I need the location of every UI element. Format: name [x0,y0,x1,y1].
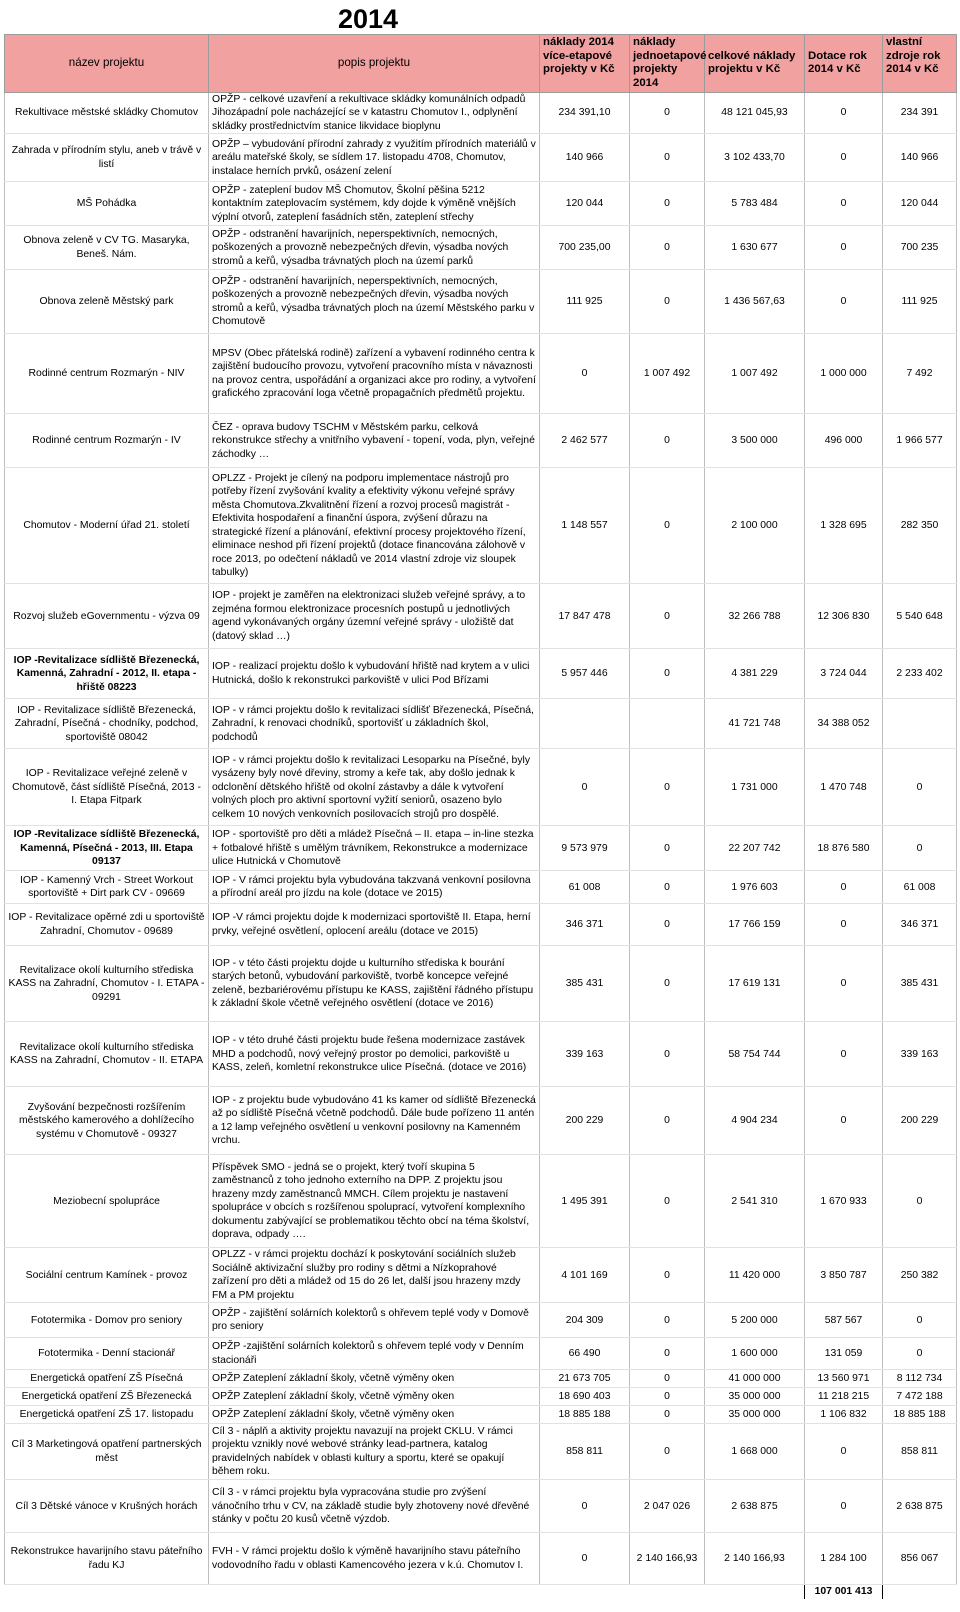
subsidy-cell: 587 567 [805,1303,883,1338]
multi-cost-cell: 61 008 [540,871,630,904]
own-funds-cell: 120 044 [883,182,957,226]
project-desc-cell: ČEZ - oprava budovy TSCHM v Městském parku, celková rekonstrukce střechy a vnitřního vybavení - topení, voda, plyn, veřejné záchodky … [209,414,540,468]
subsidy-cell: 0 [805,1424,883,1480]
project-name-cell: IOP -Revitalizace sídliště Březenecká, Kamenná, Písečná - 2013, III. Etapa 09137 [5,826,209,871]
table-row [5,871,957,904]
subsidy-cell: 496 000 [805,414,883,468]
project-name-cell: Chomutov - Moderní úřad 21. století [5,468,209,584]
total-cost-cell: 3 102 433,70 [705,134,805,182]
project-desc-cell: FVH - V rámci projektu došlo k výměně havarijního stavu páteřního vodovodního řadu v oblasti Kamencového jezera v k.ú. Chomutov I. [209,1533,540,1585]
table-row [5,904,957,946]
project-desc-cell: OPŽP Zateplení základní školy, včetně výměny oken [209,1388,540,1406]
empty-cell [883,1585,957,1599]
single-cost-cell: 0 [630,649,705,699]
table-row [5,226,957,270]
total-cost-cell: 58 754 744 [705,1022,805,1087]
col-header-single: náklady jednoetapové projekty 2014 [630,35,705,93]
project-desc-cell: IOP - projekt je zaměřen na elektronizaci služeb veřejné správy, a to zejména formou elektronizace procesních postupů u jednotlivých agend vykonávaných orgány územní veřejné správy - uložiště dat (datový sklad …) [209,584,540,649]
total-cost-cell: 1 731 000 [705,749,805,826]
own-funds-cell: 61 008 [883,871,957,904]
col-header-total: celkové náklady projektu v Kč [705,35,805,93]
single-cost-cell: 0 [630,871,705,904]
multi-cost-cell: 339 163 [540,1022,630,1087]
empty-cell [5,1585,209,1599]
single-cost-cell: 2 047 026 [630,1480,705,1533]
own-funds-cell: 0 [883,749,957,826]
total-row [5,1585,957,1599]
empty-cell [540,1585,630,1599]
project-name-cell: Revitalizace okolí kulturního střediska KASS na Zahradní, Chomutov - II. ETAPA [5,1022,209,1087]
total-cost-cell: 32 266 788 [705,584,805,649]
empty-cell [705,1585,805,1599]
table-row [5,1248,957,1303]
single-cost-cell: 0 [630,92,705,134]
multi-cost-cell: 2 462 577 [540,414,630,468]
empty-cell [630,1585,705,1599]
total-cost-cell: 1 976 603 [705,871,805,904]
subsidy-cell: 0 [805,1022,883,1087]
subsidy-cell: 0 [805,871,883,904]
multi-cost-cell: 0 [540,749,630,826]
project-desc-cell: OPŽP - zajištění solárních kolektorů s ohřevem teplé vody v Domově pro seniory [209,1303,540,1338]
table-row [5,468,957,584]
own-funds-cell: 282 350 [883,468,957,584]
own-funds-cell: 8 112 734 [883,1370,957,1388]
single-cost-cell: 0 [630,1424,705,1480]
single-cost-cell: 0 [630,182,705,226]
total-cost-cell: 35 000 000 [705,1388,805,1406]
subsidy-cell: 131 059 [805,1338,883,1370]
col-header-subsidy: Dotace rok 2014 v Kč [805,35,883,93]
total-cost-cell: 1 668 000 [705,1424,805,1480]
multi-cost-cell: 204 309 [540,1303,630,1338]
single-cost-cell: 0 [630,1022,705,1087]
project-desc-cell: IOP - sportoviště pro děti a mládež Písečná – II. etapa – in-line stezka + fotbalové hřiště s umělým trávníkem, Rekonstrukce a modernizace ulice Hutnická v Chomutově [209,826,540,871]
single-cost-cell: 0 [630,946,705,1022]
project-name-cell: Meziobecní spolupráce [5,1155,209,1248]
single-cost-cell [630,699,705,749]
project-name-cell: Fototermika - Domov pro seniory [5,1303,209,1338]
subsidy-cell: 1 000 000 [805,334,883,414]
own-funds-cell: 0 [883,1303,957,1338]
subsidy-cell: 0 [805,1087,883,1155]
total-cost-cell: 2 541 310 [705,1155,805,1248]
multi-cost-cell: 1 148 557 [540,468,630,584]
table-row [5,946,957,1022]
single-cost-cell: 0 [630,468,705,584]
single-cost-cell: 0 [630,270,705,334]
grand-total: 107 001 413 [805,1585,883,1599]
table-row [5,1303,957,1338]
own-funds-cell: 111 925 [883,270,957,334]
multi-cost-cell: 9 573 979 [540,826,630,871]
total-cost-cell: 1 630 677 [705,226,805,270]
subsidy-cell: 34 388 052 [805,699,883,749]
project-name-cell: Rekultivace městské skládky Chomutov [5,92,209,134]
single-cost-cell: 0 [630,1370,705,1388]
subsidy-cell: 1 470 748 [805,749,883,826]
own-funds-cell: 858 811 [883,1424,957,1480]
table-row [5,182,957,226]
total-cost-cell: 1 436 567,63 [705,270,805,334]
multi-cost-cell: 0 [540,1480,630,1533]
project-name-cell: Cíl 3 Dětské vánoce v Krušných horách [5,1480,209,1533]
subsidy-cell: 0 [805,92,883,134]
single-cost-cell: 0 [630,226,705,270]
project-desc-cell: IOP - v rámci projektu došlo k revitalizaci Lesoparku na Písečné, byly vysázeny byly nové dřeviny, stromy a keře tak, aby došlo jednak k odclonění dětského hřiště od okolní zástavby a dále k vytvoření volných ploch pro aktivní sportovní vyžití seniorů, osazeno bylo celkem 10 nových venkovních posilovacích strojů pro dospělé. [209,749,540,826]
table-row [5,1388,957,1406]
multi-cost-cell: 200 229 [540,1087,630,1155]
project-name-cell: MŠ Pohádka [5,182,209,226]
multi-cost-cell: 140 966 [540,134,630,182]
subsidy-cell: 0 [805,182,883,226]
project-name-cell: IOP -Revitalizace sídliště Březenecká, Kamenná, Zahradní - 2012, II. etapa - hřiště 08223 [5,649,209,699]
total-cost-cell: 22 207 742 [705,826,805,871]
col-header-name: název projektu [5,35,209,93]
multi-cost-cell: 0 [540,1533,630,1585]
single-cost-cell: 1 007 492 [630,334,705,414]
own-funds-cell: 2 638 875 [883,1480,957,1533]
subsidy-cell: 11 218 215 [805,1388,883,1406]
table-row [5,1338,957,1370]
total-cost-cell: 1 600 000 [705,1338,805,1370]
own-funds-cell: 385 431 [883,946,957,1022]
project-desc-cell: OPŽP - odstranění havarijních, neperspektivních, nemocných, poškozených a provozně nebezpečných dřevin, výsadba nových stromů a keřů, výsadba trávnatých ploch na území Městského parku v Chomutově [209,270,540,334]
multi-cost-cell: 21 673 705 [540,1370,630,1388]
table-row [5,1406,957,1424]
project-name-cell: IOP - Revitalizace sídliště Březenecká, Zahradní, Písečná - chodníky, podchod, sportoviště 08042 [5,699,209,749]
subsidy-cell: 0 [805,904,883,946]
subsidy-cell: 1 328 695 [805,468,883,584]
table-row [5,334,957,414]
table-row [5,1424,957,1480]
project-name-cell: Fototermika - Denní stacionář [5,1338,209,1370]
single-cost-cell: 0 [630,1406,705,1424]
own-funds-cell: 140 966 [883,134,957,182]
own-funds-cell: 1 966 577 [883,414,957,468]
header-row [5,35,957,93]
single-cost-cell: 0 [630,1087,705,1155]
subsidy-cell: 0 [805,946,883,1022]
single-cost-cell: 0 [630,749,705,826]
project-desc-cell: IOP - V rámci projektu byla vybudována takzvaná venkovní posilovna a přírodní areál pro jízdu na kole (dotace ve 2015) [209,871,540,904]
total-cost-cell: 4 381 229 [705,649,805,699]
total-cost-cell: 1 007 492 [705,334,805,414]
subsidy-cell: 0 [805,134,883,182]
subsidy-cell: 1 284 100 [805,1533,883,1585]
subsidy-cell: 1 106 832 [805,1406,883,1424]
total-cost-cell: 35 000 000 [705,1406,805,1424]
multi-cost-cell: 66 490 [540,1338,630,1370]
subsidy-cell: 1 670 933 [805,1155,883,1248]
table-row [5,1087,957,1155]
project-desc-cell: IOP - v této části projektu dojde u kulturního střediska k bourání starých betonů, vybudování parkoviště, tvorbě koncepce veřejné zeleně, bezbariérovému přístupu ke KASS, zajištění řádného přístupu k základní škole včetně veřejného osvětlení (dotace ve 2016) [209,946,540,1022]
single-cost-cell: 0 [630,134,705,182]
col-header-multi: náklady 2014 více-etapové projekty v Kč [540,35,630,93]
project-desc-cell: OPŽP Zateplení základní školy, včetně výměny oken [209,1406,540,1424]
single-cost-cell: 0 [630,1388,705,1406]
multi-cost-cell [540,699,630,749]
total-cost-cell: 2 100 000 [705,468,805,584]
project-name-cell: IOP - Kamenný Vrch - Street Workout sportoviště + Dirt park CV - 09669 [5,871,209,904]
project-name-cell: Rodinné centrum Rozmarýn - NIV [5,334,209,414]
own-funds-cell: 700 235 [883,226,957,270]
own-funds-cell: 0 [883,1338,957,1370]
table-row [5,1370,957,1388]
project-name-cell: Sociální centrum Kamínek - provoz [5,1248,209,1303]
single-cost-cell: 0 [630,1303,705,1338]
project-desc-cell: IOP -V rámci projektu dojde k modernizaci sportoviště II. Etapa, herní prvky, veřejné osvětlení, oplocení areálu (dotace ve 2015) [209,904,540,946]
table-row [5,1533,957,1585]
table-row [5,414,957,468]
project-desc-cell: IOP - realizací projektu došlo k vybudování hřiště nad krytem a v ulici Hutnická, došlo k rekonstrukci parkoviště v ulici Pod Břízami [209,649,540,699]
table-row [5,649,957,699]
single-cost-cell: 0 [630,1155,705,1248]
multi-cost-cell: 4 101 169 [540,1248,630,1303]
own-funds-cell: 339 163 [883,1022,957,1087]
subsidy-cell: 13 560 971 [805,1370,883,1388]
subsidy-cell: 0 [805,226,883,270]
single-cost-cell: 0 [630,584,705,649]
project-name-cell: Revitalizace okolí kulturního střediska KASS na Zahradní, Chomutov - I. ETAPA - 09291 [5,946,209,1022]
own-funds-cell: 856 067 [883,1533,957,1585]
projects-table [4,34,957,1599]
total-cost-cell: 17 619 131 [705,946,805,1022]
multi-cost-cell: 120 044 [540,182,630,226]
own-funds-cell: 250 382 [883,1248,957,1303]
own-funds-cell: 200 229 [883,1087,957,1155]
total-cost-cell: 3 500 000 [705,414,805,468]
multi-cost-cell: 385 431 [540,946,630,1022]
project-desc-cell: IOP - v této druhé části projektu bude řešena modernizace zastávek MHD a podchodů, nový veřejný prostor po demolici, parkoviště u KASS, zeleň, komletní rekonstrukce ulice Písečná. (dotace ve 2016) [209,1022,540,1087]
total-cost-cell: 11 420 000 [705,1248,805,1303]
table-row [5,1022,957,1087]
project-desc-cell: IOP - z projektu bude vybudováno 41 ks kamer od sídliště Březenecká až po sídliště Písečná včetně podchodů. Dále bude pořízeno 11 antén a 12 lamp veřejného osvětlení u venkovní posilovny na Kamenném vrchu. [209,1087,540,1155]
multi-cost-cell: 5 957 446 [540,649,630,699]
project-desc-cell: Cíl 3 - v rámci projektu byla vypracována studie pro zvýšení vánočního trhu v CV, na základě studie byly zhotoveny nové dřevěné stánky v počtu 20 kusů včetně výzdob. [209,1480,540,1533]
project-name-cell: Obnova zeleně v CV TG. Masaryka, Beneš. Nám. [5,226,209,270]
own-funds-cell: 7 492 [883,334,957,414]
col-header-own: vlastní zdroje rok 2014 v Kč [883,35,957,93]
project-desc-cell: IOP - v rámci projektu došlo k revitalizaci sídlišť Březenecká, Písečná, Zahradní, k renovaci chodníků, sportovišť u základních škol, podchodů [209,699,540,749]
table-row [5,699,957,749]
subsidy-cell: 0 [805,1480,883,1533]
multi-cost-cell: 18 885 188 [540,1406,630,1424]
single-cost-cell: 0 [630,1248,705,1303]
project-name-cell: Rodinné centrum Rozmarýn - IV [5,414,209,468]
single-cost-cell: 0 [630,826,705,871]
project-name-cell: Energetická opatření ZŠ Březenecká [5,1388,209,1406]
table-row [5,134,957,182]
total-cost-cell: 2 140 166,93 [705,1533,805,1585]
total-cost-cell: 41 000 000 [705,1370,805,1388]
multi-cost-cell: 0 [540,334,630,414]
project-name-cell: IOP - Revitalizace opěrné zdi u sportoviště Zahradní, Chomutov - 09689 [5,904,209,946]
total-cost-cell: 48 121 045,93 [705,92,805,134]
own-funds-cell: 0 [883,1155,957,1248]
project-desc-cell: OPŽP – vybudování přírodní zahrady z využitím přírodních materiálů v areálu mateřské školy, se sídlem 17. listopadu 4708, Chomutov, instalace herních prvků, osázení zelení [209,134,540,182]
multi-cost-cell: 111 925 [540,270,630,334]
project-desc-cell: MPSV (Obec přátelská rodině) zařízení a vybavení rodinného centra k zajištění budoucího provozu, vytvoření pracovního místa v návaznosti na provoz centra, uspořádání a organizaci akce pro rodiny, a vytvoření grafického zpracování loga včetně propagačních předmětů projektu. [209,334,540,414]
own-funds-cell: 7 472 188 [883,1388,957,1406]
single-cost-cell: 0 [630,1338,705,1370]
table-row [5,584,957,649]
multi-cost-cell: 346 371 [540,904,630,946]
page-title: 2014 [337,4,399,34]
own-funds-cell: 5 540 648 [883,584,957,649]
project-desc-cell: OPLZZ - v rámci projektu dochází k poskytování sociálních služeb Sociálně aktivizační služby pro rodiny s dětmi a Nízkoprahové zařízení pro děti a mládež od 15 do 26 let, další jsou hrazeny mzdy FM a PM projektu [209,1248,540,1303]
total-cost-cell: 5 200 000 [705,1303,805,1338]
multi-cost-cell: 858 811 [540,1424,630,1480]
project-desc-cell: OPŽP - odstranění havarijních, neperspektivních, nemocných, poškozených a provozně nebezpečných dřevin, výsadba nových stromů a keřů, výsadba trávnatých ploch na území parků [209,226,540,270]
multi-cost-cell: 1 495 391 [540,1155,630,1248]
multi-cost-cell: 700 235,00 [540,226,630,270]
subsidy-cell: 12 306 830 [805,584,883,649]
own-funds-cell: 18 885 188 [883,1406,957,1424]
total-cost-cell: 5 783 484 [705,182,805,226]
table-row [5,749,957,826]
single-cost-cell: 0 [630,904,705,946]
subsidy-cell: 3 850 787 [805,1248,883,1303]
project-name-cell: IOP - Revitalizace veřejné zeleně v Chomutově, část sídliště Písečná, 2013 - I. Etapa Fitpark [5,749,209,826]
project-desc-cell: OPŽP -zajištění solárních kolektorů s ohřevem teplé vody v Denním stacionáři [209,1338,540,1370]
total-cost-cell: 17 766 159 [705,904,805,946]
own-funds-cell: 2 233 402 [883,649,957,699]
project-name-cell: Cíl 3 Marketingová opatření partnerských měst [5,1424,209,1480]
multi-cost-cell: 17 847 478 [540,584,630,649]
project-desc-cell: OPŽP - zateplení budov MŠ Chomutov, Školní pěšina 5212 kontaktním zateplovacím systémem, kdy dojde k výměně vnějších výplní otvorů, zateplení fasádních stěn, zateplení střechy [209,182,540,226]
project-desc-cell: OPLZZ - Projekt je cílený na podporu implementace nástrojů pro potřeby řízení zvyšování kvality a efektivity výkonu veřejné správy města Chomutova.Zkvalitnění řízení a rozvoj procesů magistrát - Efektivita hospodaření a finanční úspora, zvýšení důrazu na strategické řízení a plánování, efektivní procesy projektového řízení, eliminace neshod při řízení projektů (dotace financována zálohově v roce 2013, po odečtení nákladů ve 2014 vlastní zdroje viz sloupek tabulky) [209,468,540,584]
project-name-cell: Rozvoj služeb eGovernmentu - výzva 09 [5,584,209,649]
project-name-cell: Rekonstrukce havarijního stavu páteřního řadu KJ [5,1533,209,1585]
own-funds-cell: 234 391 [883,92,957,134]
subsidy-cell: 0 [805,270,883,334]
project-name-cell: Zahrada v přírodním stylu, aneb v trávě v listí [5,134,209,182]
project-name-cell: Energetická opatření ZŠ 17. listopadu [5,1406,209,1424]
project-desc-cell: OPŽP - celkové uzavření a rekultivace skládky komunálních odpadů Jihozápadní pole nacházející se v katastru Chomutov I., odplynění skládky prostřednictvím stanice likvidace bioplynu [209,92,540,134]
project-name-cell: Energetická opatření ZŠ Písečná [5,1370,209,1388]
table-row [5,92,957,134]
subsidy-cell: 18 876 580 [805,826,883,871]
table-row [5,1480,957,1533]
project-desc-cell: OPŽP Zateplení základní školy, včetně výměny oken [209,1370,540,1388]
own-funds-cell: 0 [883,826,957,871]
project-desc-cell: Příspěvek SMO - jedná se o projekt, který tvoří skupina 5 zaměstnanců z toho jednoho externího na DPP. Z projektu jsou hrazeny mzdy zaměstnanců MMCH. Cílem projektu je nastavení spolupráce v obcích s rozšířenou spoluprací, vytvoření komplexního dokumentu zabývající se problematikou těchto obcí na téma školství, doprava, odpady …. [209,1155,540,1248]
table-row [5,270,957,334]
own-funds-cell: 346 371 [883,904,957,946]
col-header-desc: popis projektu [209,35,540,93]
total-cost-cell: 4 904 234 [705,1087,805,1155]
project-name-cell: Zvyšování bezpečnosti rozšířením městského kamerového a dohlížecího systému v Chomutově - 09327 [5,1087,209,1155]
total-cost-cell: 2 638 875 [705,1480,805,1533]
single-cost-cell: 0 [630,414,705,468]
table-row [5,1155,957,1248]
subsidy-cell: 3 724 044 [805,649,883,699]
single-cost-cell: 2 140 166,93 [630,1533,705,1585]
table-row [5,826,957,871]
multi-cost-cell: 234 391,10 [540,92,630,134]
project-desc-cell: Cíl 3 - náplň a aktivity projektu navazují na projekt CKLU. V rámci projektu vznikly nové webové stránky lead-partnera, katalog pravidelných nabídek v oblasti kultury a sportu, které se opakují během roku. [209,1424,540,1480]
project-name-cell: Obnova zeleně Městský park [5,270,209,334]
multi-cost-cell: 18 690 403 [540,1388,630,1406]
empty-cell [209,1585,540,1599]
total-cost-cell: 41 721 748 [705,699,805,749]
own-funds-cell [883,699,957,749]
